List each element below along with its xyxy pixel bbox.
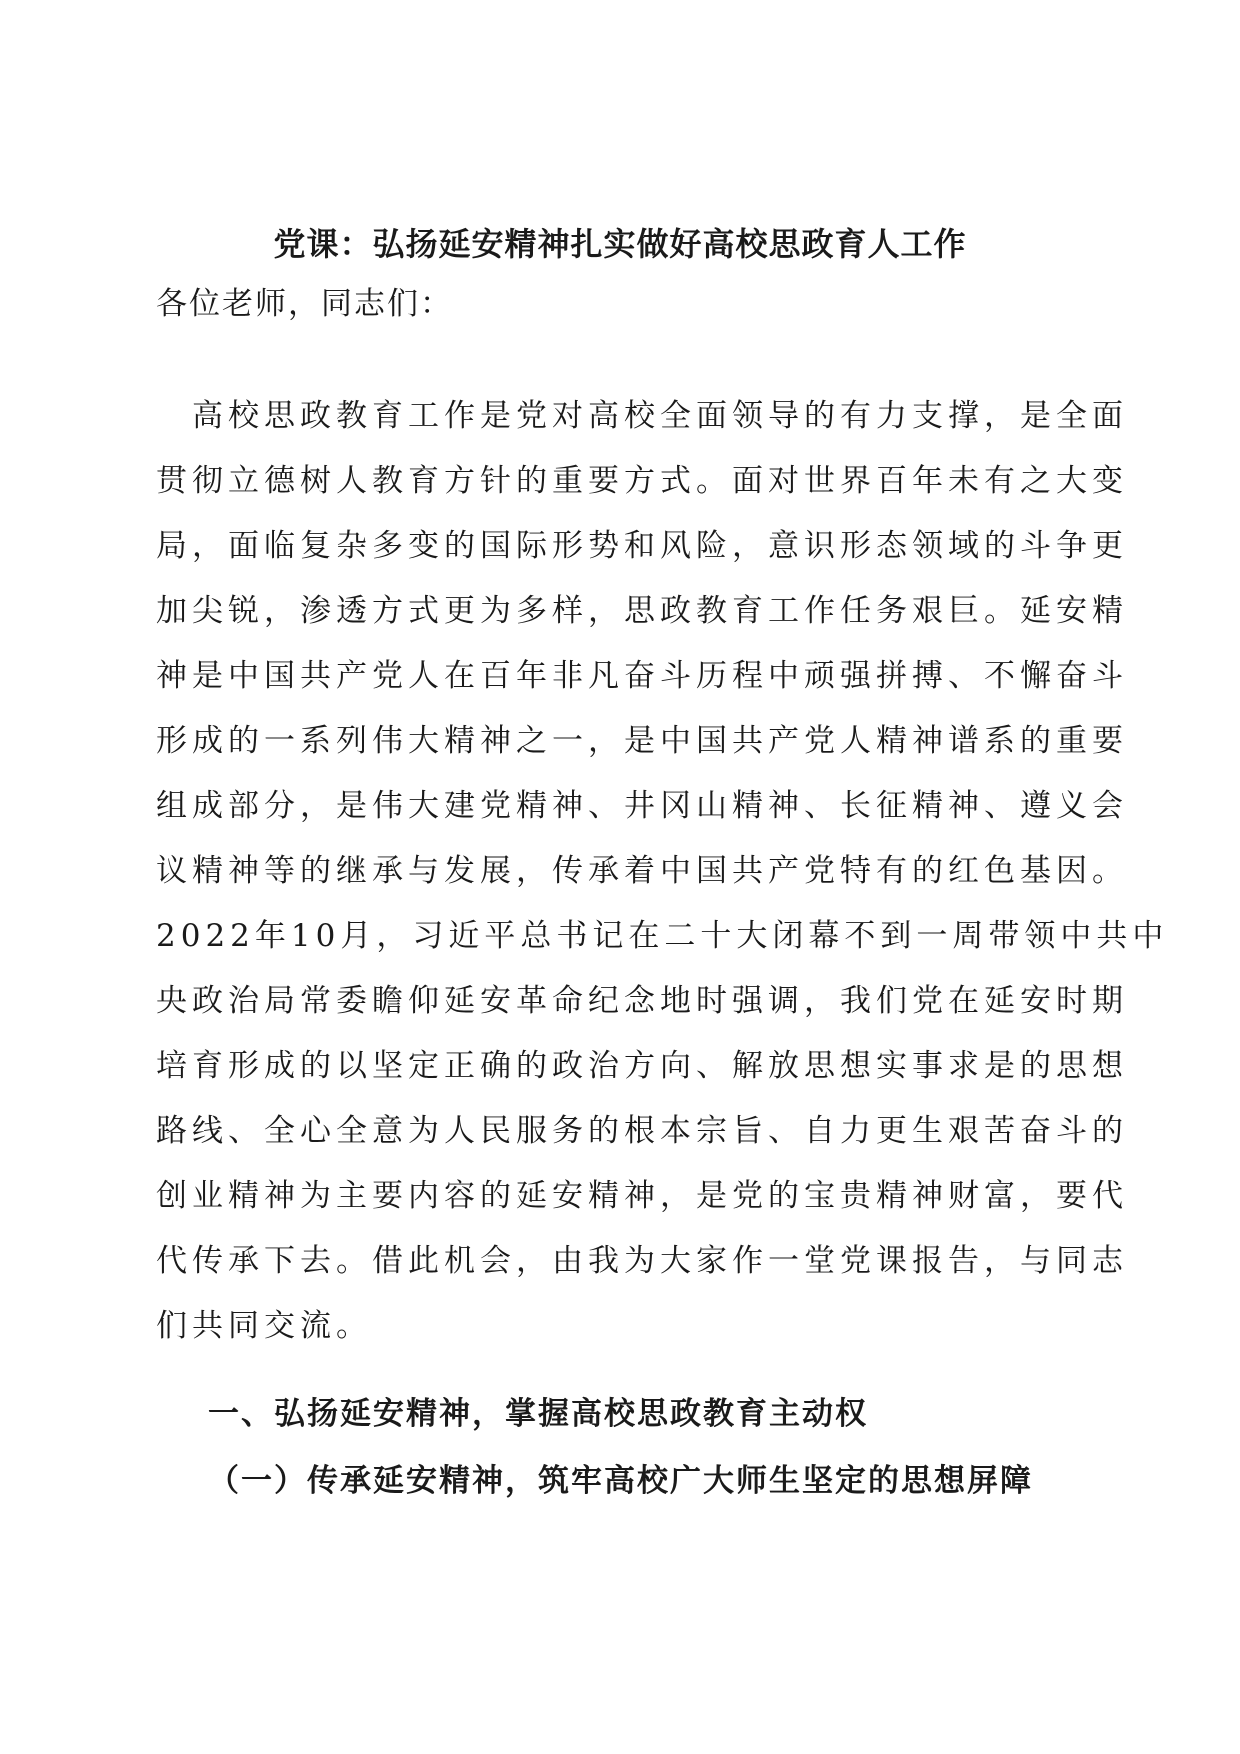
body-paragraph xyxy=(156,384,1169,1359)
paragraph-line: 们共同交流。 xyxy=(156,1308,372,1344)
paragraph-line: 贯彻立德树人教育方针的重要方式。面对世界百年未有之大变 xyxy=(156,463,1128,499)
paragraph-line: 加尖锐，渗透方式更为多样，思政教育工作任务艰巨。延安精 xyxy=(156,593,1128,629)
paragraph-line: 央政治局常委瞻仰延安革命纪念地时强调，我们党在延安时期 xyxy=(156,983,1128,1019)
paragraph-line: 路线、全心全意为人民服务的根本宗旨、自力更生艰苦奋斗的 xyxy=(156,1113,1128,1149)
paragraph-line: 议精神等的继承与发展，传承着中国共产党特有的红色基因。 xyxy=(156,853,1128,889)
paragraph-line: 2022年10月，习近平总书记在二十大闭幕不到一周带领中共中 xyxy=(156,918,1169,954)
paragraph-line: 创业精神为主要内容的延安精神，是党的宝贵精神财富，要代 xyxy=(156,1178,1128,1214)
paragraph-line: 培育形成的以坚定正确的政治方向、解放思想实事求是的思想 xyxy=(156,1048,1128,1084)
paragraph-line: 局，面临复杂多变的国际形势和风险，意识形态领域的斗争更 xyxy=(156,528,1128,564)
document-title: 党课：弘扬延安精神扎实做好高校思政育人工作 xyxy=(273,225,967,263)
subsection-heading: （一）传承延安精神，筑牢高校广大师生坚定的思想屏障 xyxy=(208,1463,1033,1499)
section-heading: 一、弘扬延安精神，掌握高校思政教育主动权 xyxy=(208,1396,868,1432)
salutation: 各位老师，同志们： xyxy=(156,286,453,322)
paragraph-line: 形成的一系列伟大精神之一，是中国共产党人精神谱系的重要 xyxy=(156,723,1128,759)
paragraph-line: 神是中国共产党人在百年非凡奋斗历程中顽强拼搏、不懈奋斗 xyxy=(156,658,1128,694)
paragraph-line: 高校思政教育工作是党对高校全面领导的有力支撑，是全面 xyxy=(156,398,1128,434)
paragraph-line: 代传承下去。借此机会，由我为大家作一堂党课报告，与同志 xyxy=(156,1243,1128,1279)
paragraph-line: 组成部分，是伟大建党精神、井冈山精神、长征精神、遵义会 xyxy=(156,788,1128,824)
